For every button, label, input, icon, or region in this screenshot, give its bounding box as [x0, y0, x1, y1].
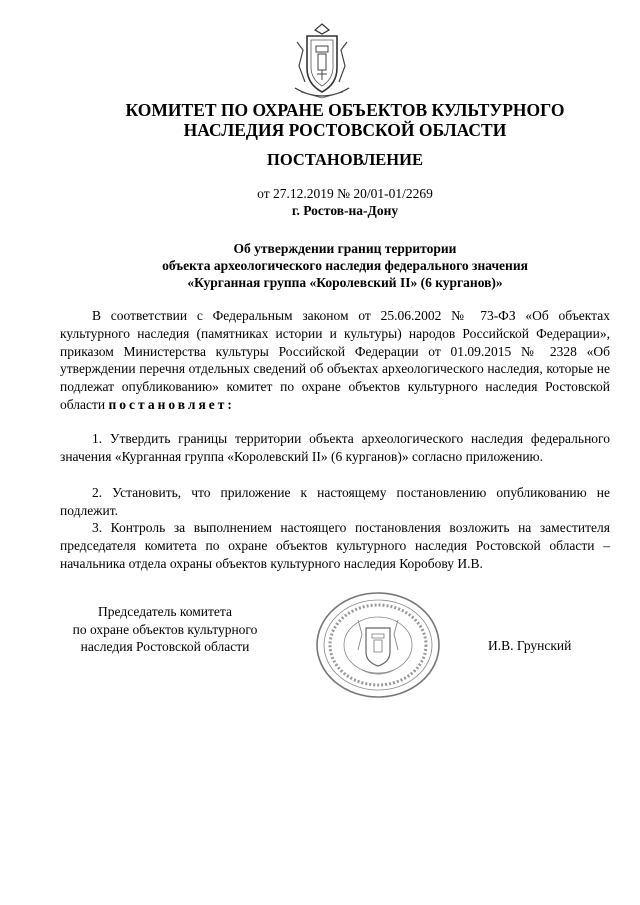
- subject-line-2: объекта археологического наследия федерального значения: [162, 258, 528, 273]
- organization-name: [60, 100, 630, 140]
- org-line-2: НАСЛЕДИЯ РОСТОВСКОЙ ОБЛАСТИ: [183, 120, 507, 140]
- signatory-name: И.В. Грунский: [488, 638, 572, 653]
- document-subject: [60, 240, 630, 291]
- item-3-paragraph: 3. Контроль за выполнением настоящего постановления возложить на заместителя председателя комитета по охране объектов культурного наследия Ростовской области – начальника отдела охраны объектов культурного наследия Коробову И.В.: [60, 520, 610, 571]
- document-city: г. Ростов-на-Дону: [291, 203, 399, 218]
- position-line-2: по охране объектов культурного: [72, 621, 258, 637]
- preamble-paragraph: [60, 307, 610, 414]
- subject-line-1: Об утверждении границ территории: [233, 241, 457, 256]
- document-type: ПОСТАНОВЛЕНИЕ: [267, 150, 423, 169]
- decree-word: постановляет:: [108, 396, 235, 412]
- preamble-text: В соответствии с Федеральным законом от 25.06.2002 № 73-ФЗ «Об объектах культурного наследия (памятниках истории и культуры) народов Российской Федерации», приказом Министерства культуры Российской Федерации от 01.09.2015 № 2328 «Об утверждении перечня отдельных сведений об объектах археологического наследия, которые не подлежат опубликованию» комитет по охране объектов культурного наследия Ростовской области: [60, 308, 610, 412]
- official-seal-icon: [314, 590, 442, 700]
- document-date-number: от 27.12.2019 № 20/01-01/2269: [257, 186, 433, 201]
- position-line-1: Председатель комитета: [98, 604, 232, 619]
- item-1-paragraph: 1. Утвердить границы территории объекта археологического наследия федерального значения «Курганная группа «Королевский II» (6 курганов)» согласно приложению.: [60, 431, 610, 464]
- subject-line-3: «Курганная группа «Королевский II» (6 курганов)»: [187, 275, 503, 290]
- item-2-paragraph: 2. Установить, что приложение к настоящему постановлению опубликованию не подлежит.: [60, 485, 610, 518]
- signatory-position: [60, 603, 270, 656]
- org-line-1: КОМИТЕТ ПО ОХРАНЕ ОБЪЕКТОВ КУЛЬТУРНОГО: [125, 100, 565, 120]
- position-line-3: наследия Ростовской области: [80, 639, 250, 654]
- coat-of-arms-icon: [291, 22, 353, 102]
